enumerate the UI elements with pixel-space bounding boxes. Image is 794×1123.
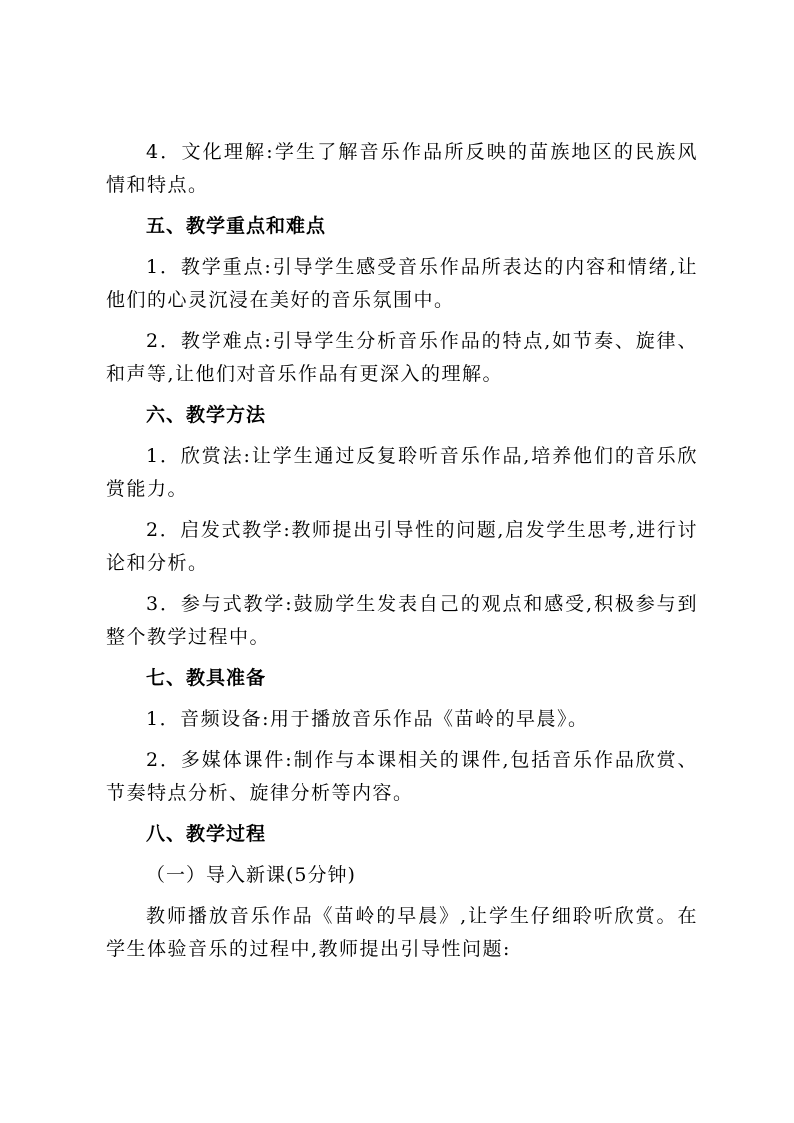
spacer	[106, 851, 698, 859]
spacer	[106, 506, 698, 514]
section-heading-key-points: 五、教学重点和难点	[146, 215, 327, 237]
subheading-introduction: （一）导入新课(5分钟)	[146, 864, 356, 886]
paragraph-culture-understanding: 4．文化理解:学生了解音乐作品所反映的苗族地区的民族风情和特点。	[106, 141, 698, 196]
spacer	[106, 695, 698, 703]
spacer	[106, 580, 698, 588]
spacer	[106, 810, 698, 818]
spacer	[106, 317, 698, 325]
paragraph-heuristic-teaching: 2．启发式教学:教师提出引导性的问题,启发学生思考,进行讨论和分析。	[106, 519, 698, 574]
section-heading-teaching-aids: 七、教具准备	[146, 667, 267, 689]
spacer	[106, 243, 698, 251]
paragraph-multimedia-courseware: 2．多媒体课件:制作与本课相关的课件,包括音乐作品欣赏、节奏特点分析、旋律分析等内容。	[106, 749, 698, 804]
paragraph-appreciation-method: 1．欣赏法:让学生通过反复聆听音乐作品,培养他们的音乐欣赏能力。	[106, 445, 698, 500]
paragraph-teaching-difficulty: 2．教学难点:引导学生分析音乐作品的特点,如节奏、旋律、和声等,让他们对音乐作品有更深入的理解。	[106, 330, 698, 385]
document-body	[106, 136, 698, 966]
paragraph-teaching-focus: 1．教学重点:引导学生感受音乐作品所表达的内容和情绪,让他们的心灵沉浸在美好的音乐氛围中。	[106, 256, 698, 311]
spacer	[106, 654, 698, 662]
spacer	[106, 202, 698, 210]
paragraph-participatory-teaching: 3．参与式教学:鼓励学生发表自己的观点和感受,积极参与到整个教学过程中。	[106, 593, 698, 648]
spacer	[106, 736, 698, 744]
section-heading-teaching-process: 八、教学过程	[146, 823, 267, 845]
paragraph-play-music: 教师播放音乐作品《苗岭的早晨》,让学生仔细聆听欣赏。在学生体验音乐的过程中,教师提出引导性问题:	[106, 905, 698, 960]
spacer	[106, 391, 698, 399]
section-heading-teaching-methods: 六、教学方法	[146, 404, 267, 426]
spacer	[106, 432, 698, 440]
paragraph-audio-equipment: 1．音频设备:用于播放音乐作品《苗岭的早晨》。	[146, 708, 589, 730]
spacer	[106, 892, 698, 900]
